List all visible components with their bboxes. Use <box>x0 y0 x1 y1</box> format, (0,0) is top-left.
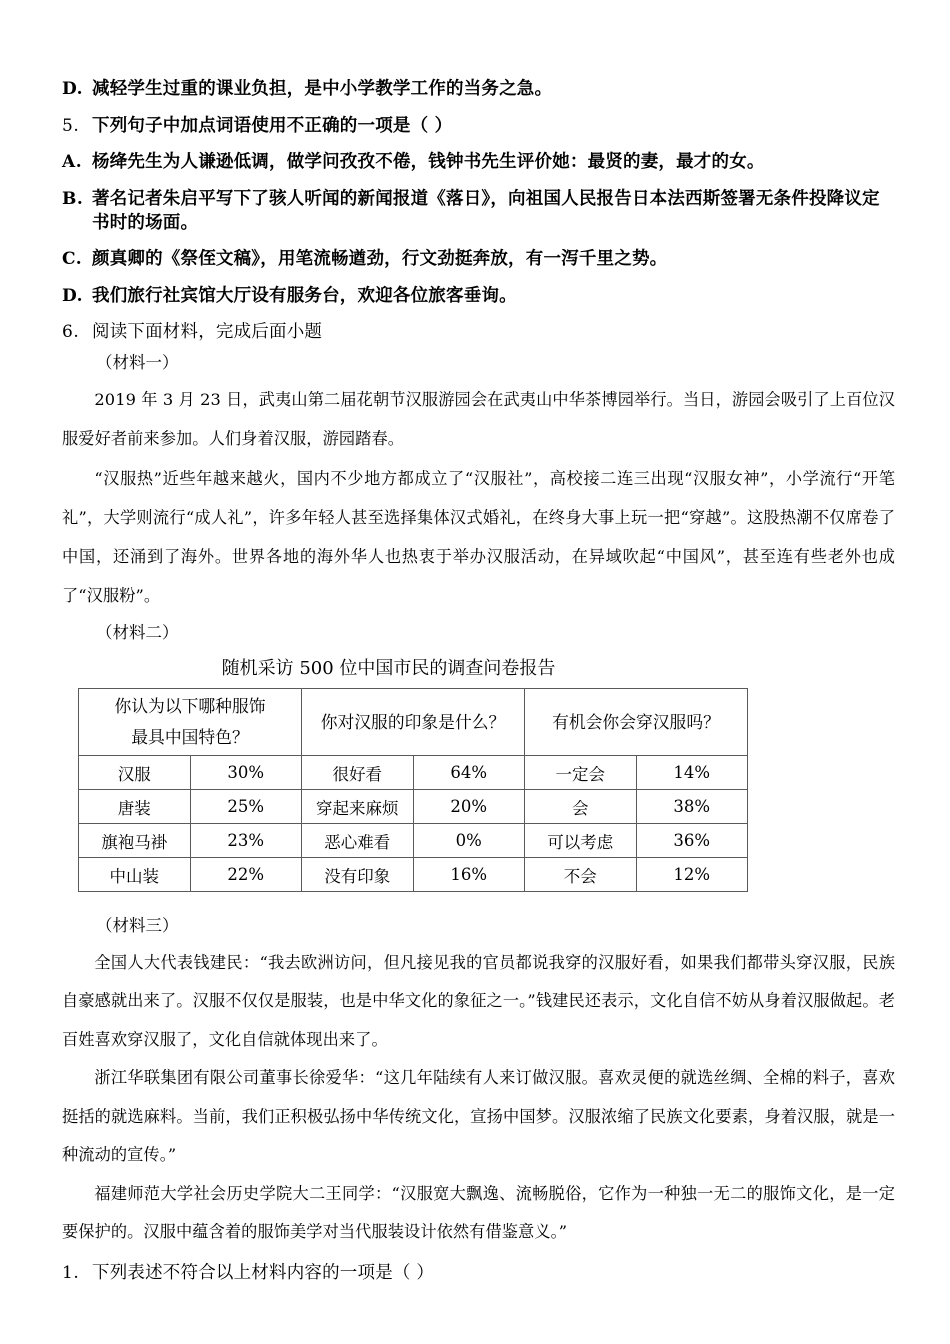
cell-category: 汉服 <box>79 756 191 790</box>
cell-category: 会 <box>525 790 637 824</box>
cell-category: 不会 <box>525 858 637 892</box>
cell-category: 恶心难看 <box>302 824 414 858</box>
question-row-6 <box>62 321 895 345</box>
option-label: D. <box>62 285 84 306</box>
option-row-a-q5 <box>62 151 895 175</box>
material-two-label: （材料二） <box>96 623 179 643</box>
option-text: 我们旅行社宾馆大厅设有服务台，欢迎各位旅客垂询。 <box>92 285 517 306</box>
table-row <box>79 858 748 892</box>
table-header-cell-q1 <box>79 689 302 756</box>
material-three-paragraph-2: 浙江华联集团有限公司董事长徐爱华：“这几年陆续有人来订做汉服。喜欢灵便的就选丝绸、全棉的料子，喜欢挺括的就选麻料。当前，我们正积极弘扬中华传统文化，宣扬中国梦。汉服浓缩了民族文化要素，身着汉服，就是一种流动的宣传。” <box>62 1068 895 1165</box>
cell-value: 36% <box>636 824 748 858</box>
question-text: 下列句子中加点词语使用不正确的一项是（ ） <box>92 115 453 136</box>
cell-value: 30% <box>190 756 302 790</box>
table-row <box>79 790 748 824</box>
survey-table-title: 随机采访 500 位中国市民的调查问卷报告 <box>221 658 556 680</box>
option-row-b-q5 <box>62 188 895 235</box>
header-line-2: 最具中国特色？ <box>131 727 249 748</box>
option-row-d-q5 <box>62 285 895 309</box>
option-label: B. <box>62 188 84 209</box>
cell-value: 22% <box>190 858 302 892</box>
pre-final-question-spacer <box>62 1252 895 1262</box>
option-text: 著名记者朱启平写下了骇人听闻的新闻报道《落日》，向祖国人民报告日本法西斯签署无条件投降议定书时的场面。 <box>92 188 880 233</box>
cell-category: 没有印象 <box>302 858 414 892</box>
final-question-row <box>62 1262 895 1286</box>
material-one-paragraph-2: “汉服热”近些年越来越火，国内不少地方都成立了“汉服社”，高校接二连三出现“汉服女神”，小学流行“开笔礼”，大学则流行“成人礼”，许多年轻人甚至选择集体汉式婚礼，在终身大事上玩一把“穿越”。这股热潮不仅席卷了中国，还涌到了海外。世界各地的海外华人也热衷于举办汉服活动，在异域吹起“中国风”，甚至连有些老外也成了“汉服粉”。 <box>62 468 895 606</box>
survey-table-body <box>79 756 748 892</box>
cell-category: 旗袍马褂 <box>79 824 191 858</box>
cell-value: 64% <box>413 756 525 790</box>
cell-category: 中山装 <box>79 858 191 892</box>
cell-category: 可以考虑 <box>525 824 637 858</box>
header-line-1: 你对汉服的印象是什么？ <box>320 711 506 732</box>
option-text: 减轻学生过重的课业负担，是中小学教学工作的当务之急。 <box>92 79 553 99</box>
option-row-d-q4 <box>62 78 895 102</box>
question-text: 阅读下面材料，完成后面小题 <box>92 322 323 343</box>
question-number: 6. <box>62 322 80 343</box>
question-list <box>62 78 895 308</box>
material-three-paragraph-1: 全国人大代表钱建民：“我去欧洲访问，但凡接见我的官员都说我穿的汉服好看，如果我们都带头穿汉服，民族自豪感就出来了。汉服不仅仅是服装，也是中华文化的象征之一。”钱建民还表示，文化自信不妨从身着汉服做起。老百姓喜欢穿汉服了，文化自信就体现出来了。 <box>62 952 895 1049</box>
survey-table <box>78 688 748 892</box>
option-text: 颜真卿的《祭侄文稿》，用笔流畅遒劲，行文劲挺奔放，有一泻千里之势。 <box>92 249 668 270</box>
cell-category: 很好看 <box>302 756 414 790</box>
table-row <box>79 824 748 858</box>
cell-value: 20% <box>413 790 525 824</box>
table-header-cell-q2 <box>302 689 525 756</box>
cell-category: 一定会 <box>525 756 637 790</box>
cell-value: 25% <box>190 790 302 824</box>
option-label: A. <box>62 152 83 173</box>
cell-value: 12% <box>636 858 748 892</box>
table-bottom-spacer <box>62 892 895 908</box>
cell-value: 38% <box>636 790 748 824</box>
option-text: 杨绛先生为人谦逊低调，做学问孜孜不倦，钱钟书先生评价她：最贤的妻，最才的女。 <box>92 152 765 173</box>
cell-value: 14% <box>636 756 748 790</box>
material-three-paragraph-3: 福建师范大学社会历史学院大二王同学：“汉服宽大飘逸、流畅脱俗，它作为一种独一无二的服饰文化，是一定要保护的。汉服中蕴含着的服饰美学对当代服装设计依然有借鉴意义。” <box>62 1183 895 1242</box>
table-row <box>79 756 748 790</box>
question-text: 下列表述不符合以上材料内容的一项是（ ） <box>92 1263 435 1283</box>
cell-value: 0% <box>413 824 525 858</box>
cell-category: 穿起来麻烦 <box>302 790 414 824</box>
cell-category: 唐装 <box>79 790 191 824</box>
material-one-paragraph-1: 2019 年 3 月 23 日，武夷山第二届花朝节汉服游园会在武夷山中华茶博园举行。当日，游园会吸引了上百位汉服爱好者前来参加。人们身着汉服，游园踏春。 <box>62 390 895 449</box>
table-header-row <box>79 689 748 756</box>
option-label: D. <box>62 79 84 99</box>
cell-value: 23% <box>190 824 302 858</box>
header-line-1: 有机会你会穿汉服吗？ <box>552 711 720 732</box>
question-number: 5. <box>62 115 80 136</box>
option-row-c-q5 <box>62 248 895 272</box>
question-row-5 <box>62 115 895 139</box>
header-line-1: 你认为以下哪种服饰 <box>114 695 266 716</box>
cell-value: 16% <box>413 858 525 892</box>
material-one-label: （材料一） <box>96 353 179 372</box>
question-number: 1. <box>62 1263 80 1283</box>
table-header-cell-q3 <box>525 689 748 756</box>
option-label: C. <box>62 249 83 270</box>
material-three-label: （材料三） <box>96 916 179 936</box>
